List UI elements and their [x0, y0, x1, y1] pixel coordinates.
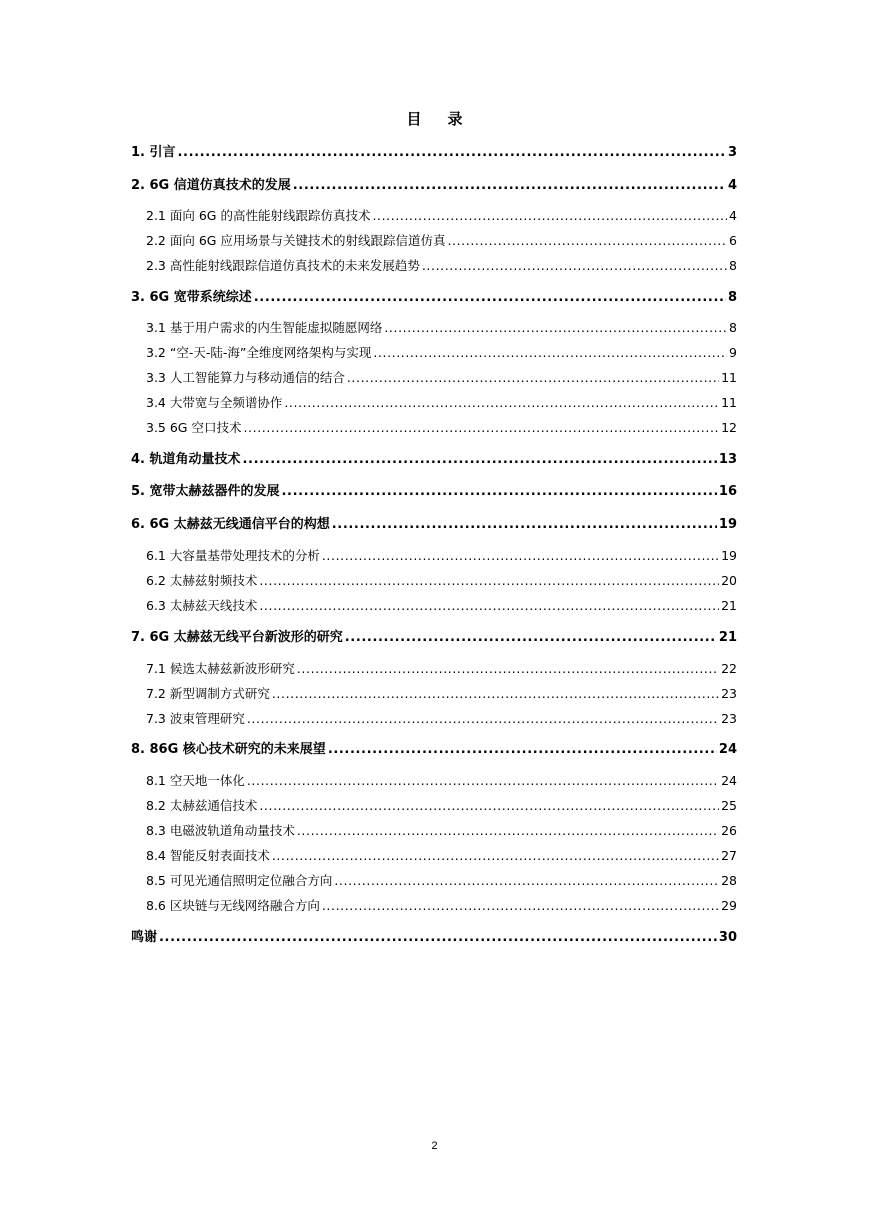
toc-entry-label: 8.1 空天地一体化 — [146, 773, 245, 788]
toc-leader-dots — [259, 597, 719, 615]
toc-entry-label: 3.4 大带宽与全频谱协作 — [146, 395, 283, 410]
toc-entry[interactable] — [131, 394, 737, 412]
toc-entry[interactable] — [131, 451, 737, 469]
toc-entry[interactable] — [131, 516, 737, 534]
toc-entry-label: 7. 6G 太赫兹无线平台新波形的研究 — [131, 630, 343, 645]
toc-entry-page: 4 — [729, 208, 737, 223]
toc-entry-label: 8.3 电磁波轨道角动量技术 — [146, 823, 295, 838]
toc-leader-dots — [159, 929, 717, 947]
toc-entry[interactable] — [131, 144, 737, 162]
toc-entry-label: 3.2 “空-天-陆-海”全维度网络架构与实现 — [146, 345, 372, 360]
toc-entry[interactable] — [131, 710, 737, 728]
toc-entry-page: 26 — [721, 823, 737, 838]
toc-entry[interactable] — [131, 660, 737, 678]
toc-entry-page: 8 — [727, 290, 737, 305]
toc-entry-label: 6.3 太赫兹天线技术 — [146, 598, 258, 613]
toc-leader-dots — [328, 741, 717, 759]
toc-entry-page: 11 — [721, 370, 737, 385]
toc-title-char-1: 目 — [406, 110, 422, 128]
page-number: 2 — [431, 1140, 438, 1152]
toc-leader-dots — [373, 344, 727, 362]
toc-entry[interactable] — [131, 847, 737, 865]
toc-entry-label: 7.2 新型调制方式研究 — [146, 686, 270, 701]
toc-leader-dots — [345, 629, 717, 647]
toc-leader-dots — [254, 289, 726, 307]
toc-entry[interactable] — [131, 177, 737, 195]
toc-entry[interactable] — [131, 897, 737, 915]
toc-leader-dots — [297, 660, 719, 678]
toc-entry-page: 8 — [729, 258, 737, 273]
toc-leader-dots — [284, 394, 719, 412]
toc-entry-label: 6.1 大容量基带处理技术的分析 — [146, 548, 320, 563]
toc-entry-label: 8. 86G 核心技术研究的未来展望 — [131, 742, 326, 757]
toc-entry-page: 4 — [727, 178, 737, 193]
toc-leader-dots — [297, 822, 719, 840]
toc-entry[interactable] — [131, 232, 737, 250]
toc-entry-page: 27 — [721, 848, 737, 863]
toc-leader-dots — [334, 872, 719, 890]
toc-title-char-2: 录 — [447, 110, 463, 128]
toc-entry-label: 3.5 6G 空口技术 — [146, 420, 242, 435]
toc-entry-page: 21 — [721, 598, 737, 613]
toc-title — [0, 108, 869, 129]
toc-entry-page: 23 — [721, 686, 737, 701]
toc-entry-page: 11 — [721, 395, 737, 410]
toc-entry-label: 6. 6G 太赫兹无线通信平台的构想 — [131, 517, 330, 532]
toc-leader-dots — [447, 232, 727, 250]
toc-entry-page: 30 — [718, 930, 737, 945]
toc-entry-page: 24 — [718, 742, 737, 757]
toc-entry-label: 2. 6G 信道仿真技术的发展 — [131, 178, 291, 193]
toc-entry-page: 28 — [721, 873, 737, 888]
toc-entry-label: 2.2 面向 6G 应用场景与关键技术的射线跟踪信道仿真 — [146, 233, 446, 248]
toc-entry[interactable] — [131, 547, 737, 565]
toc-entry-label: 4. 轨道角动量技术 — [131, 452, 241, 467]
toc-entry-label: 5. 宽带太赫兹器件的发展 — [131, 484, 280, 499]
toc-entry-page: 16 — [718, 484, 737, 499]
toc-entry-label: 7.1 候选太赫兹新波形研究 — [146, 661, 295, 676]
toc-entry-label: 8.6 区块链与无线网络融合方向 — [146, 898, 320, 913]
toc-entry-page: 19 — [718, 517, 737, 532]
toc-leader-dots — [332, 516, 717, 534]
toc-entry-page: 9 — [729, 345, 737, 360]
toc-entry-label: 8.5 可见光通信照明定位融合方向 — [146, 873, 333, 888]
toc-entry[interactable] — [131, 872, 737, 890]
toc-entry-label: 8.2 太赫兹通信技术 — [146, 798, 258, 813]
toc-leader-dots — [272, 847, 719, 865]
toc-entry-page: 29 — [721, 898, 737, 913]
toc-leader-dots — [384, 319, 727, 337]
toc-entry[interactable] — [131, 289, 737, 307]
toc-entry[interactable] — [131, 629, 737, 647]
toc-entry-label: 3. 6G 宽带系统综述 — [131, 290, 252, 305]
toc-entry-page: 8 — [729, 320, 737, 335]
toc-leader-dots — [282, 483, 717, 501]
toc-entry-page: 19 — [721, 548, 737, 563]
toc-leader-dots — [243, 419, 719, 437]
toc-entry-page: 25 — [721, 798, 737, 813]
toc-leader-dots — [272, 685, 719, 703]
toc-entry-page: 21 — [718, 630, 737, 645]
toc-leader-dots — [293, 177, 726, 195]
toc-leader-dots — [247, 710, 719, 728]
toc-entry-label: 2.1 面向 6G 的高性能射线跟踪仿真技术 — [146, 208, 371, 223]
toc-leader-dots — [178, 144, 726, 162]
toc-entry-label: 鸣谢 — [131, 930, 158, 945]
toc-entry-label: 3.3 人工智能算力与移动通信的结合 — [146, 370, 345, 385]
toc-leader-dots — [322, 897, 719, 915]
toc-entry-page: 13 — [718, 452, 737, 467]
toc-entry[interactable] — [131, 772, 737, 790]
toc-entry[interactable] — [131, 597, 737, 615]
toc-entry-page: 20 — [721, 573, 737, 588]
toc-entry-label: 6.2 太赫兹射频技术 — [146, 573, 258, 588]
toc-entry[interactable] — [131, 419, 737, 437]
toc-entry-page: 22 — [721, 661, 737, 676]
toc-leader-dots — [422, 257, 727, 275]
toc-entry-label: 8.4 智能反射表面技术 — [146, 848, 270, 863]
toc-entry-label: 2.3 高性能射线跟踪信道仿真技术的未来发展趋势 — [146, 258, 420, 273]
toc-entry[interactable] — [131, 929, 737, 947]
toc-entry-label: 7.3 波束管理研究 — [146, 711, 245, 726]
toc-leader-dots — [243, 451, 717, 469]
toc-entry[interactable] — [131, 483, 737, 501]
toc-entry[interactable] — [131, 685, 737, 703]
toc-entry-page: 12 — [721, 420, 737, 435]
toc-leader-dots — [259, 797, 719, 815]
toc-entry[interactable] — [131, 344, 737, 362]
toc-leader-dots — [259, 572, 719, 590]
toc-entry[interactable] — [131, 797, 737, 815]
toc-entry-label: 3.1 基于用户需求的内生智能虚拟随愿网络 — [146, 320, 383, 335]
toc-entry-label: 1. 引言 — [131, 145, 176, 160]
toc-entry-page: 23 — [721, 711, 737, 726]
toc-entry-page: 24 — [721, 773, 737, 788]
toc-entry[interactable] — [131, 822, 737, 840]
toc-entry[interactable] — [131, 572, 737, 590]
toc-entry-page: 3 — [727, 145, 737, 160]
toc-entry[interactable] — [131, 257, 737, 275]
toc-leader-dots — [372, 207, 727, 225]
toc-entry[interactable] — [131, 319, 737, 337]
toc-leader-dots — [322, 547, 719, 565]
toc-entry[interactable] — [131, 369, 737, 387]
toc-entry[interactable] — [131, 741, 737, 759]
toc-entry[interactable] — [131, 207, 737, 225]
toc-leader-dots — [347, 369, 719, 387]
toc-leader-dots — [247, 772, 719, 790]
toc-entry-page: 6 — [729, 233, 737, 248]
